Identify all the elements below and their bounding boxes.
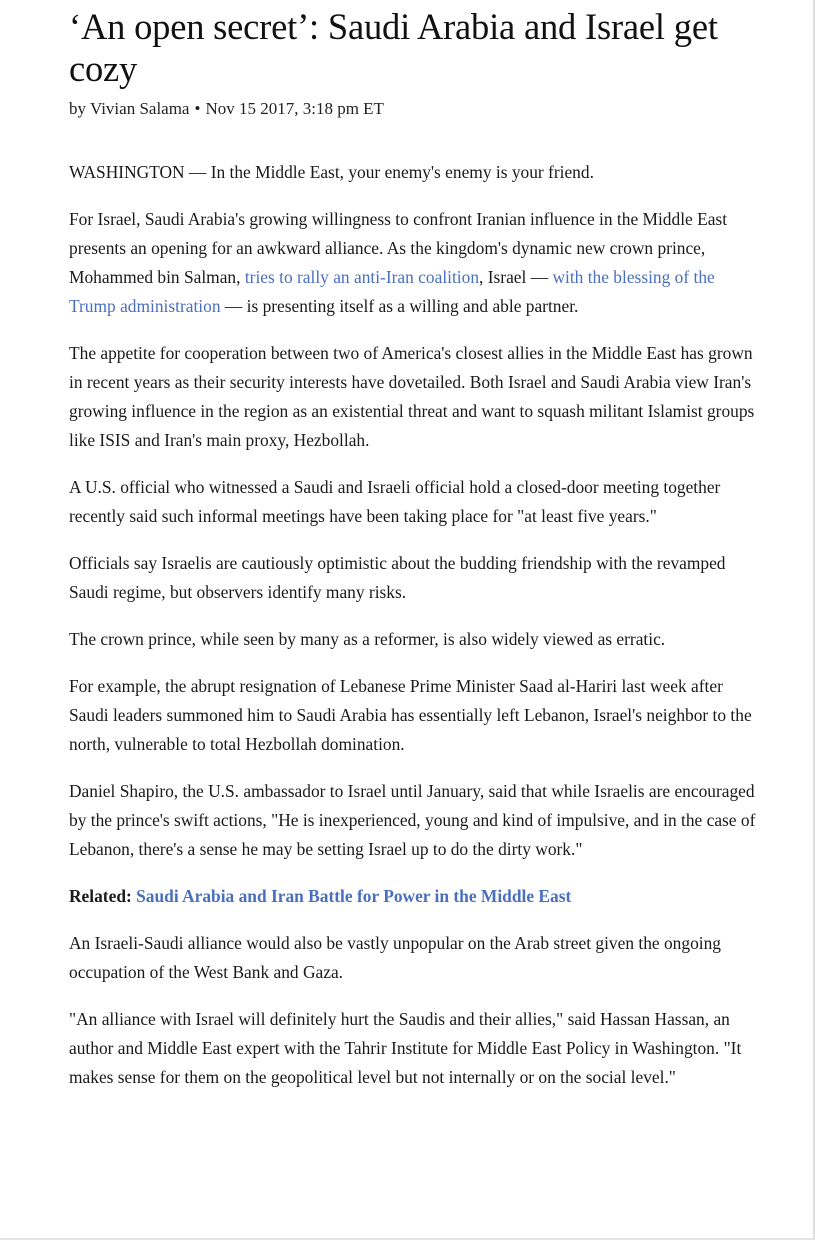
- paragraph-2-text-b: , Israel —: [479, 267, 553, 287]
- paragraph-2-text-a: For Israel, Saudi Arabia's growing willingness to confront Iranian influence in the Middle East presents an opening for an awkward alliance. As the kingdom's dynamic new crown prince, Mohammed bin Salman,: [69, 209, 728, 287]
- paragraph-4: A U.S. official who witnessed a Saudi and Israeli official hold a closed-door meeting together recently said such informal meetings have been taking place for "at least five years.": [69, 477, 721, 526]
- related-article-link[interactable]: Saudi Arabia and Iran Battle for Power in the Middle East: [136, 886, 572, 906]
- paragraph-7: For example, the abrupt resignation of Lebanese Prime Minister Saad al-Hariri last week after Saudi leaders summoned him to Saudi Arabia has essentially left Lebanon, Israel's neighbor to the north, vulnerable to total Hezbollah domination.: [69, 676, 752, 754]
- anti-iran-coalition-link[interactable]: tries to rally an anti-Iran coalition: [244, 267, 480, 287]
- article: [69, 6, 759, 1110]
- paragraph-2: [69, 205, 759, 321]
- paragraph-3: The appetite for cooperation between two of America's closest allies in the Middle East has grown in recent years as their security interests have dovetailed. Both Israel and Saudi Arabia view Iran's growing influence in the region as an existential threat and want to squash militant Islamist groups like ISIS and Iran's main proxy, Hezbollah.: [69, 343, 755, 450]
- paragraph-1: WASHINGTON — In the Middle East, your enemy's enemy is your friend.: [69, 162, 594, 182]
- paragraph-6: The crown prince, while seen by many as a reformer, is also widely viewed as erratic.: [69, 629, 666, 649]
- paragraph-9: An Israeli-Saudi alliance would also be vastly unpopular on the Arab street given the ongoing occupation of the West Bank and Gaza.: [69, 933, 721, 982]
- byline-author: by Vivian Salama: [69, 99, 190, 118]
- paragraph-8: Daniel Shapiro, the U.S. ambassador to Israel until January, said that while Israelis are encouraged by the prince's swift actions, "He is inexperienced, young and kind of impulsive, and in the case of Lebanon, there's a sense he may be setting Israel up to do the dirty work.": [69, 781, 756, 859]
- paragraph-5: Officials say Israelis are cautiously optimistic about the budding friendship with the revamped Saudi regime, but observers identify many risks.: [69, 553, 726, 602]
- article-title: ‘An open secret’: Saudi Arabia and Israel get cozy: [69, 6, 718, 89]
- paragraph-2-text-c: — is presenting itself as a willing and able partner.: [220, 296, 579, 316]
- paragraph-10: "An alliance with Israel will definitely hurt the Saudis and their allies," said Hassan Hassan, an author and Middle East expert with the Tahrir Institute for Middle East Policy in Washington. "It makes sense for them on the geopolitical level but not internally or on the social level.": [69, 1009, 742, 1087]
- byline: [69, 98, 759, 120]
- byline-separator: •: [194, 99, 201, 118]
- trump-administration-link[interactable]: with the blessing of the Trump administration: [69, 267, 715, 316]
- related-label: Related:: [69, 886, 132, 906]
- byline-date: Nov 15 2017, 3:18 pm ET: [205, 99, 384, 118]
- related-article: [69, 882, 759, 911]
- article-body: [69, 158, 759, 1092]
